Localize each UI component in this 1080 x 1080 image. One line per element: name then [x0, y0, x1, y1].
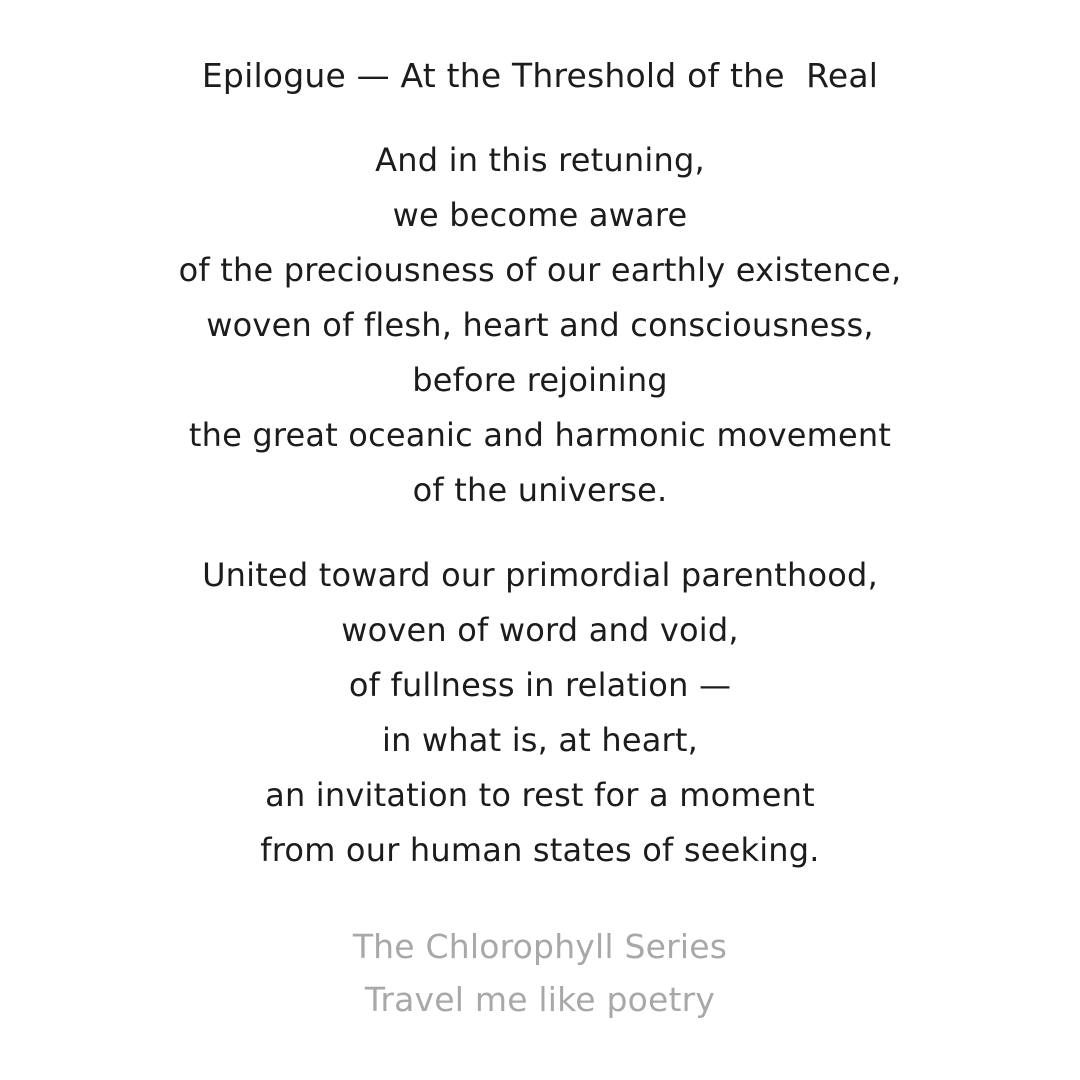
poem-line: woven of word and void, — [341, 611, 739, 649]
poem-line: the great oceanic and harmonic movement — [188, 416, 892, 454]
poem-line: an invitation to rest for a moment — [265, 776, 815, 814]
poem-line: And in this retuning, — [375, 141, 705, 179]
poem-line: of the universe. — [412, 471, 668, 509]
series-tagline: Travel me like poetry — [364, 980, 716, 1019]
poem-title: Epilogue — At the Threshold of the Real — [201, 56, 879, 95]
stanza-1 — [0, 133, 1080, 518]
poem-line: before rejoining — [412, 361, 668, 399]
series-name: The Chlorophyll Series — [352, 927, 728, 966]
poem-line: of the preciousness of our earthly existence, — [178, 251, 902, 289]
poem-line: United toward our primordial parenthood, — [202, 556, 878, 594]
poem-line: we become aware — [392, 196, 688, 234]
poem-line: in what is, at heart, — [381, 721, 698, 759]
footer — [0, 920, 1080, 1026]
poem-line: of fullness in relation — — [348, 666, 732, 704]
stanza-2 — [0, 548, 1080, 878]
poem-line: woven of flesh, heart and consciousness, — [206, 306, 874, 344]
poem-line: from our human states of seeking. — [260, 831, 820, 869]
